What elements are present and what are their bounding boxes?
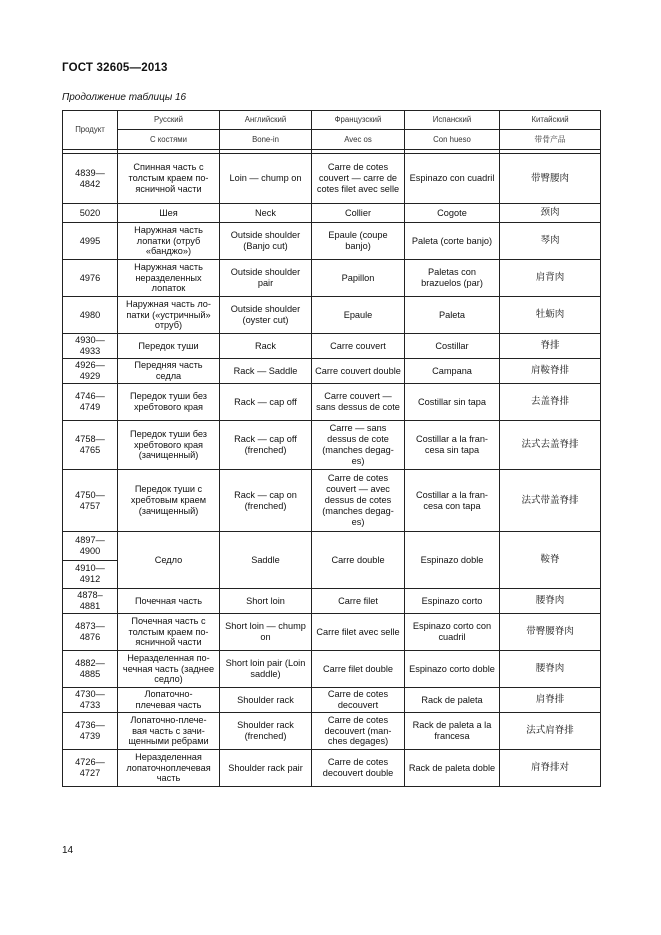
cell-en: Short loin [220, 589, 312, 614]
cell-en: Rack — cap on (frenched) [220, 470, 312, 532]
table-row [63, 688, 601, 713]
cell-en: Short loin pair (Loin saddle) [220, 651, 312, 688]
table-row [63, 532, 601, 561]
cell-en: Outside shoulder (Banjo cut) [220, 223, 312, 260]
cell-fr: Carre de cotes decouvert double [312, 750, 405, 787]
cell-es: Paletas con brazuelos (par) [405, 260, 500, 297]
cell-es: Espinazo corto con cuadril [405, 614, 500, 651]
header-bonein-en: Bone-in [220, 130, 312, 150]
cell-es: Rack de paleta a la francesa [405, 713, 500, 750]
cell-zh: 肩脊排 [500, 688, 601, 713]
cell-code: 4926— 4929 [63, 359, 118, 384]
cell-zh: 腰脊肉 [500, 589, 601, 614]
cell-es: Campana [405, 359, 500, 384]
cell-code: 4750— 4757 [63, 470, 118, 532]
header-lang-en: Английский [220, 111, 312, 130]
cell-fr: Carre de cotes decouvert (man- ches degages) [312, 713, 405, 750]
cell-fr: Epaule (coupe banjo) [312, 223, 405, 260]
cell-en: Rack [220, 334, 312, 359]
cell-zh: 法式带盖脊排 [500, 470, 601, 532]
cell-ru: Неразделенная по- чечная часть (заднее седло) [118, 651, 220, 688]
header-lang-zh: Китайский [500, 111, 601, 130]
cell-en: Outside shoulder (oyster cut) [220, 297, 312, 334]
cell-es: Paleta [405, 297, 500, 334]
cell-ru: Наружная часть лопатки (отруб «банджо») [118, 223, 220, 260]
document-title: ГОСТ 32605—2013 [62, 62, 168, 74]
cell-en: Rack — cap off (frenched) [220, 421, 312, 470]
cell-ru: Лопаточно- плечевая часть [118, 688, 220, 713]
cell-zh: 鞍脊 [500, 532, 601, 589]
cell-code: 4995 [63, 223, 118, 260]
cell-zh: 琴肉 [500, 223, 601, 260]
table-row [63, 204, 601, 223]
table-row [63, 421, 601, 470]
cell-ru: Неразделенная лопаточноплечевая часть [118, 750, 220, 787]
cell-en: Rack — Saddle [220, 359, 312, 384]
cell-fr: Carre de cotes couvert — avec dessus de cotes (manches degag- es) [312, 470, 405, 532]
cell-en: Outside shoulder pair [220, 260, 312, 297]
header-lang-fr: Французский [312, 111, 405, 130]
table-body [63, 154, 601, 787]
cell-fr: Collier [312, 204, 405, 223]
cell-ru: Лопаточно-плече- вая часть с зачи- щенными ребрами [118, 713, 220, 750]
cell-ru: Передок туши без хребтового края (зачищенный) [118, 421, 220, 470]
cell-ru: Передок туши без хребтового края [118, 384, 220, 421]
cell-code: 4746— 4749 [63, 384, 118, 421]
cell-code: 5020 [63, 204, 118, 223]
cell-es: Rack de paleta doble [405, 750, 500, 787]
cell-zh: 法式肩脊排 [500, 713, 601, 750]
cell-en: Saddle [220, 532, 312, 589]
table-row [63, 614, 601, 651]
cell-code: 4873— 4876 [63, 614, 118, 651]
header-bonein-zh: 带骨产品 [500, 130, 601, 150]
cell-code: 4976 [63, 260, 118, 297]
cell-fr: Carre de cotes decouvert [312, 688, 405, 713]
cell-ru: Спинная часть с толстым краем по- ясничной части [118, 154, 220, 204]
cell-code: 4758— 4765 [63, 421, 118, 470]
cell-fr: Carre couvert double [312, 359, 405, 384]
cell-code: 4897— 4900 [63, 532, 118, 561]
cell-fr: Carre — sans dessus de cote (manches degag- es) [312, 421, 405, 470]
cell-fr: Carre filet [312, 589, 405, 614]
cell-en: Shoulder rack (frenched) [220, 713, 312, 750]
cell-es: Cogote [405, 204, 500, 223]
header-bonein-ru: С костями [118, 130, 220, 150]
cell-fr: Carre filet double [312, 651, 405, 688]
cell-en: Shoulder rack [220, 688, 312, 713]
cell-code: 4980 [63, 297, 118, 334]
cell-es: Espinazo corto doble [405, 651, 500, 688]
table-row [63, 470, 601, 532]
cell-en: Loin — chump on [220, 154, 312, 204]
table-row [63, 334, 601, 359]
cell-es: Costillar sin tapa [405, 384, 500, 421]
cell-es: Espinazo corto [405, 589, 500, 614]
cell-fr: Carre couvert — sans dessus de cote [312, 384, 405, 421]
cell-fr: Epaule [312, 297, 405, 334]
cell-zh: 脊排 [500, 334, 601, 359]
cell-zh: 牡蛎肉 [500, 297, 601, 334]
cell-zh: 肩鞍脊排 [500, 359, 601, 384]
page-number: 14 [62, 845, 74, 856]
table-row [63, 384, 601, 421]
cell-fr: Carre filet avec selle [312, 614, 405, 651]
cell-fr: Carre de cotes couvert — carre de cotes filet avec selle [312, 154, 405, 204]
header-lang-es: Испанский [405, 111, 500, 130]
table-row [63, 589, 601, 614]
table-row [63, 223, 601, 260]
cell-code: 4730— 4733 [63, 688, 118, 713]
cell-zh: 带臀腰脊肉 [500, 614, 601, 651]
cell-en: Rack — cap off [220, 384, 312, 421]
table-row [63, 260, 601, 297]
table-caption: Продолжение таблицы 16 [62, 92, 187, 103]
cell-zh: 腰脊肉 [500, 651, 601, 688]
cell-en: Shoulder rack pair [220, 750, 312, 787]
cell-zh: 法式去盖脊排 [500, 421, 601, 470]
cell-fr: Carre couvert [312, 334, 405, 359]
cell-es: Costillar [405, 334, 500, 359]
cell-code: 4726— 4727 [63, 750, 118, 787]
cell-ru: Передняя часть седла [118, 359, 220, 384]
cell-en: Short loin — chump on [220, 614, 312, 651]
cell-es: Espinazo con cuadril [405, 154, 500, 204]
cell-zh: 肩脊排对 [500, 750, 601, 787]
cell-code: 4882— 4885 [63, 651, 118, 688]
cell-code: 4839— 4842 [63, 154, 118, 204]
cell-zh: 带臀腰肉 [500, 154, 601, 204]
table-row [63, 750, 601, 787]
table-row [63, 297, 601, 334]
cell-ru: Передок туши с хребтовым краем (зачищенный) [118, 470, 220, 532]
cuts-table [62, 110, 601, 787]
cell-ru: Почечная часть [118, 589, 220, 614]
table-row [63, 651, 601, 688]
cell-ru: Шея [118, 204, 220, 223]
cell-code: 4736— 4739 [63, 713, 118, 750]
cell-ru: Наружная часть неразделенных лопаток [118, 260, 220, 297]
cell-es: Rack de paleta [405, 688, 500, 713]
cell-ru: Седло [118, 532, 220, 589]
cell-es: Paleta (corte banjo) [405, 223, 500, 260]
header-bonein-fr: Avec os [312, 130, 405, 150]
cell-ru: Почечная часть с толстым краем по- ясничной части [118, 614, 220, 651]
cell-en: Neck [220, 204, 312, 223]
table-row [63, 359, 601, 384]
table-row [63, 713, 601, 750]
cell-ru: Наружная часть ло- патки («устричный» отруб) [118, 297, 220, 334]
cell-es: Costillar a la fran- cesa con tapa [405, 470, 500, 532]
table-row [63, 154, 601, 204]
header-bonein-es: Con hueso [405, 130, 500, 150]
cell-zh: 颈肉 [500, 204, 601, 223]
cell-code: 4930— 4933 [63, 334, 118, 359]
cell-fr: Papillon [312, 260, 405, 297]
cell-zh: 肩背肉 [500, 260, 601, 297]
cell-zh: 去盖脊排 [500, 384, 601, 421]
cell-fr: Carre double [312, 532, 405, 589]
cell-code: 4910— 4912 [63, 560, 118, 589]
header-product: Продукт [63, 111, 118, 150]
cell-es: Espinazo doble [405, 532, 500, 589]
cell-es: Costillar a la fran- cesa sin tapa [405, 421, 500, 470]
header-lang-ru: Русский [118, 111, 220, 130]
cell-code: 4878– 4881 [63, 589, 118, 614]
cell-ru: Передок туши [118, 334, 220, 359]
